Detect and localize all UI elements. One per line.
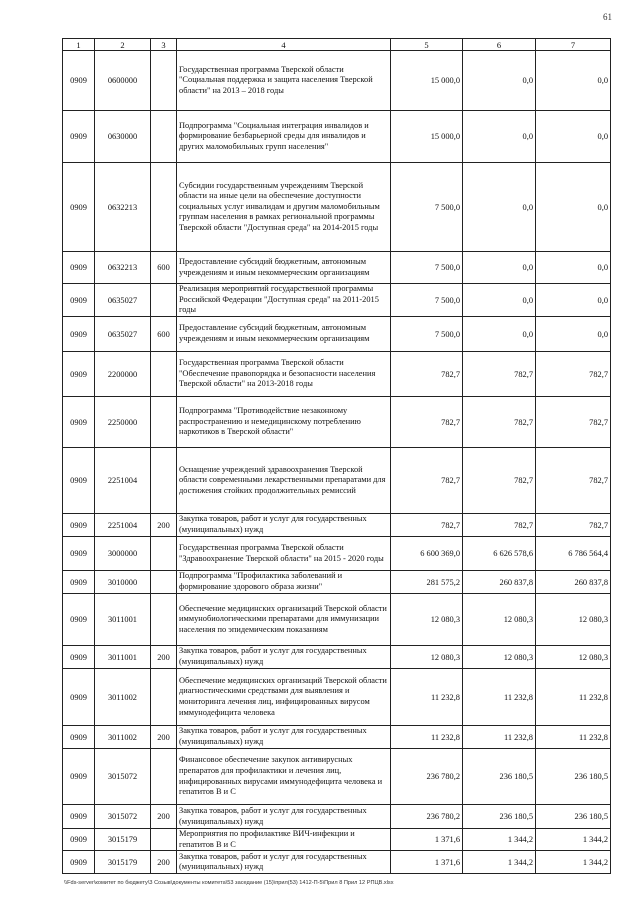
section-cell: 0909 [63,571,95,594]
expense-type-cell [151,397,177,448]
table-row [63,163,611,252]
expense-type-cell [151,669,177,726]
amount-col5-cell: 7 500,0 [391,252,463,284]
code-cell: 2250000 [95,397,151,448]
table-row [63,646,611,669]
amount-col7-cell: 782,7 [536,514,611,537]
table-row [63,851,611,874]
expense-type-cell [151,51,177,111]
code-cell: 3011001 [95,594,151,646]
expense-type-cell: 200 [151,805,177,829]
expense-type-cell [151,571,177,594]
amount-col6-cell: 782,7 [463,514,536,537]
section-cell: 0909 [63,397,95,448]
amount-col6-cell: 236 180,5 [463,805,536,829]
table-row [63,284,611,317]
section-cell: 0909 [63,537,95,571]
name-cell: Подпрограмма "Социальная интеграция инвалидов и формирование безбарьерной среды для инвалидов и других маломобильных групп населения" [177,111,391,163]
table-row [63,537,611,571]
amount-col6-cell: 782,7 [463,352,536,397]
amount-col7-cell: 236 180,5 [536,805,611,829]
section-cell: 0909 [63,851,95,874]
section-cell: 0909 [63,594,95,646]
amount-col6-cell: 0,0 [463,317,536,352]
section-cell: 0909 [63,646,95,669]
expense-type-cell [151,163,177,252]
name-cell: Субсидии государственным учреждениям Тверской области на иные цели на обеспечение доступности социальных услуг инвалидам и другим маломобильным группам населения в рамках региональной программы Тверской области "Доступная среда" на 2014-2015 годы [177,163,391,252]
expense-type-cell [151,352,177,397]
section-cell: 0909 [63,252,95,284]
name-cell: Закупка товаров, работ и услуг для государственных (муниципальных) нужд [177,851,391,874]
amount-col7-cell: 6 786 564,4 [536,537,611,571]
table-row [63,352,611,397]
page-number: 61 [603,12,612,22]
amount-col6-cell: 11 232,8 [463,669,536,726]
code-cell: 0600000 [95,51,151,111]
name-cell: Мероприятия по профилактике ВИЧ-инфекции и гепатитов В и С [177,829,391,851]
amount-col6-cell: 1 344,2 [463,829,536,851]
expense-type-cell [151,284,177,317]
amount-col7-cell: 0,0 [536,111,611,163]
amount-col5-cell: 1 371,6 [391,829,463,851]
amount-col7-cell: 260 837,8 [536,571,611,594]
amount-col6-cell: 6 626 578,6 [463,537,536,571]
amount-col5-cell: 782,7 [391,352,463,397]
name-cell: Закупка товаров, работ и услуг для государственных (муниципальных) нужд [177,514,391,537]
name-cell: Закупка товаров, работ и услуг для государственных (муниципальных) нужд [177,646,391,669]
section-cell: 0909 [63,669,95,726]
name-cell: Предоставление субсидий бюджетным, автономным учреждениям и иным некоммерческим организациям [177,317,391,352]
amount-col5-cell: 12 080,3 [391,594,463,646]
code-cell: 0635027 [95,317,151,352]
name-cell: Реализация мероприятий государственной программы Российской Федерации "Доступная среда" на 2011-2015 годы [177,284,391,317]
code-cell: 2251004 [95,514,151,537]
table-row [63,317,611,352]
column-header-6: 6 [463,39,536,51]
code-cell: 3015072 [95,749,151,805]
amount-col6-cell: 782,7 [463,448,536,514]
table-row [63,111,611,163]
section-cell: 0909 [63,163,95,252]
table-body [63,51,611,874]
amount-col6-cell: 260 837,8 [463,571,536,594]
code-cell: 3015179 [95,851,151,874]
amount-col7-cell: 0,0 [536,163,611,252]
code-cell: 3015072 [95,805,151,829]
section-cell: 0909 [63,805,95,829]
table-row [63,669,611,726]
name-cell: Подпрограмма "Противодействие незаконному распространению и немедицинскому потреблению наркотиков в Тверской области" [177,397,391,448]
amount-col5-cell: 236 780,2 [391,805,463,829]
amount-col5-cell: 1 371,6 [391,851,463,874]
column-header-4: 4 [177,39,391,51]
column-header-2: 2 [95,39,151,51]
amount-col7-cell: 12 080,3 [536,594,611,646]
amount-col7-cell: 12 080,3 [536,646,611,669]
amount-col5-cell: 281 575,2 [391,571,463,594]
table-row [63,252,611,284]
code-cell: 2251004 [95,448,151,514]
amount-col7-cell: 0,0 [536,317,611,352]
expense-type-cell: 600 [151,317,177,352]
name-cell: Государственная программа Тверской области "Социальная поддержка и защита населения Тверской области" на 2013 – 2018 годы [177,51,391,111]
amount-col7-cell: 11 232,8 [536,669,611,726]
code-cell: 3010000 [95,571,151,594]
amount-col6-cell: 0,0 [463,163,536,252]
code-cell: 3011002 [95,726,151,749]
expense-type-cell: 200 [151,514,177,537]
name-cell: Обеспечение медицинских организаций Тверской области иммунобиологическими препаратами для иммунизации населения по эпидемическим показаниям [177,594,391,646]
code-cell: 0635027 [95,284,151,317]
expense-type-cell [151,448,177,514]
amount-col6-cell: 0,0 [463,51,536,111]
amount-col7-cell: 782,7 [536,352,611,397]
amount-col5-cell: 6 600 369,0 [391,537,463,571]
budget-table [62,38,611,874]
name-cell: Оснащение учреждений здравоохранения Тверской области современными лекарственными препаратами для достижения стойких продолжительных ремиссий [177,448,391,514]
amount-col7-cell: 1 344,2 [536,829,611,851]
section-cell: 0909 [63,284,95,317]
section-cell: 0909 [63,726,95,749]
expense-type-cell [151,594,177,646]
amount-col7-cell: 0,0 [536,284,611,317]
code-cell: 0632213 [95,163,151,252]
amount-col7-cell: 0,0 [536,51,611,111]
name-cell: Обеспечение медицинских организаций Тверской области диагностическими средствами для выявления и мониторинга лечения лиц, инфицированных вирусом иммунодефицита человека [177,669,391,726]
name-cell: Подпрограмма "Профилактика заболеваний и формирование здорового образа жизни" [177,571,391,594]
table-row [63,571,611,594]
section-cell: 0909 [63,448,95,514]
amount-col7-cell: 782,7 [536,448,611,514]
table-row [63,397,611,448]
file-path-footer: \\Fds-server\комитет по бюджету\3 Созыв\документы комитета\53 заседание (15)\прил(53) 1412-П-5\Прил 8 Прил 12 РПЦВ.xlsx [64,880,394,886]
column-header-5: 5 [391,39,463,51]
code-cell: 3011002 [95,669,151,726]
name-cell: Государственная программа Тверской области "Обеспечение правопорядка и безопасности населения Тверской области" на 2013-2018 годы [177,352,391,397]
amount-col5-cell: 782,7 [391,397,463,448]
table-row [63,448,611,514]
expense-type-cell: 200 [151,726,177,749]
amount-col5-cell: 7 500,0 [391,284,463,317]
section-cell: 0909 [63,514,95,537]
name-cell: Закупка товаров, работ и услуг для государственных (муниципальных) нужд [177,726,391,749]
column-header-3: 3 [151,39,177,51]
amount-col7-cell: 782,7 [536,397,611,448]
amount-col6-cell: 11 232,8 [463,726,536,749]
section-cell: 0909 [63,317,95,352]
amount-col6-cell: 782,7 [463,397,536,448]
header-row [63,39,611,51]
table-row [63,805,611,829]
code-cell: 0630000 [95,111,151,163]
name-cell: Финансовое обеспечение закупок антивирусных препаратов для профилактики и лечения лиц, инфицированных вирусами иммунодефицита человека и гепатитов В и С [177,749,391,805]
section-cell: 0909 [63,111,95,163]
amount-col5-cell: 7 500,0 [391,163,463,252]
expense-type-cell [151,749,177,805]
expense-type-cell: 600 [151,252,177,284]
amount-col7-cell: 0,0 [536,252,611,284]
name-cell: Государственная программа Тверской области "Здравоохранение Тверской области" на 2015 - 2020 годы [177,537,391,571]
name-cell: Закупка товаров, работ и услуг для государственных (муниципальных) нужд [177,805,391,829]
amount-col5-cell: 12 080,3 [391,646,463,669]
table-row [63,594,611,646]
code-cell: 3000000 [95,537,151,571]
amount-col6-cell: 236 180,5 [463,749,536,805]
amount-col5-cell: 15 000,0 [391,51,463,111]
table-row [63,51,611,111]
section-cell: 0909 [63,352,95,397]
amount-col7-cell: 236 180,5 [536,749,611,805]
amount-col5-cell: 236 780,2 [391,749,463,805]
expense-type-cell [151,111,177,163]
column-header-7: 7 [536,39,611,51]
amount-col6-cell: 12 080,3 [463,594,536,646]
table-row [63,829,611,851]
code-cell: 2200000 [95,352,151,397]
amount-col5-cell: 7 500,0 [391,317,463,352]
amount-col5-cell: 782,7 [391,514,463,537]
amount-col7-cell: 1 344,2 [536,851,611,874]
code-cell: 0632213 [95,252,151,284]
code-cell: 3015179 [95,829,151,851]
section-cell: 0909 [63,829,95,851]
amount-col5-cell: 11 232,8 [391,669,463,726]
section-cell: 0909 [63,749,95,805]
section-cell: 0909 [63,51,95,111]
code-cell: 3011001 [95,646,151,669]
expense-type-cell: 200 [151,646,177,669]
expense-type-cell [151,537,177,571]
expense-type-cell [151,829,177,851]
amount-col6-cell: 0,0 [463,111,536,163]
expense-type-cell: 200 [151,851,177,874]
table-row [63,514,611,537]
table-row [63,726,611,749]
table-row [63,749,611,805]
amount-col5-cell: 15 000,0 [391,111,463,163]
amount-col5-cell: 782,7 [391,448,463,514]
amount-col6-cell: 12 080,3 [463,646,536,669]
amount-col5-cell: 11 232,8 [391,726,463,749]
amount-col6-cell: 0,0 [463,252,536,284]
amount-col6-cell: 1 344,2 [463,851,536,874]
amount-col6-cell: 0,0 [463,284,536,317]
name-cell: Предоставление субсидий бюджетным, автономным учреждениям и иным некоммерческим организациям [177,252,391,284]
amount-col7-cell: 11 232,8 [536,726,611,749]
column-header-1: 1 [63,39,95,51]
